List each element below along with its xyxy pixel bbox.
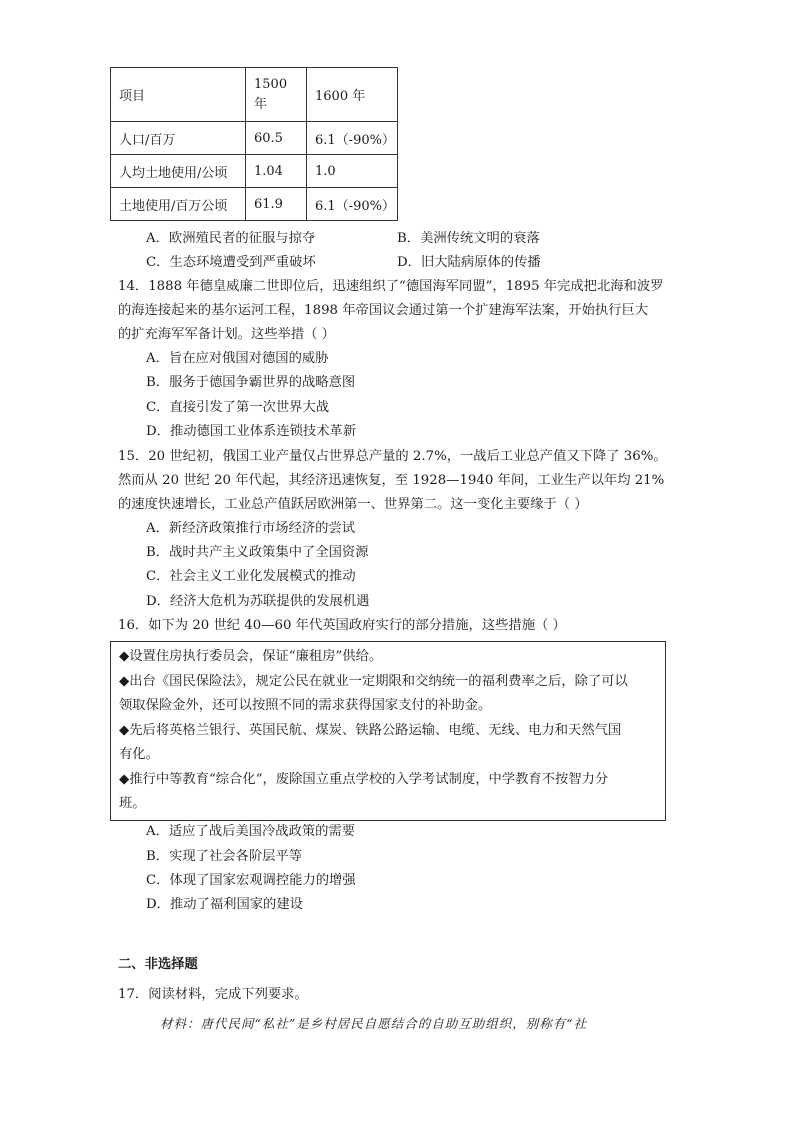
q16-option-c: C．体现了国家宏观调控能力的增强 bbox=[146, 873, 356, 888]
box-line: ◆推行中等教育“综合化”，废除国立重点学校的入学考试制度，中学教育不按智力分 bbox=[119, 772, 609, 787]
q15-stem-line: 15．20 世纪初，俄国工业产量仅占世界总产量的 2.7%，一战后工业总产值又下降了 36%。 bbox=[118, 449, 667, 464]
header-year-unit: 年 bbox=[254, 96, 268, 112]
q14-option-a: A．旨在应对俄国对德国的威胁 bbox=[146, 351, 329, 366]
q16-option-d: D．推动了福利国家的建设 bbox=[146, 897, 303, 912]
table-header-cell bbox=[246, 68, 307, 122]
q15-option-c: C．社会主义工业化发展模式的推动 bbox=[146, 569, 356, 584]
table-header-row bbox=[111, 68, 398, 122]
q17-stem: 17．阅读材料，完成下列要求。 bbox=[118, 987, 308, 1002]
table-row bbox=[111, 122, 398, 155]
box-line: ◆先后将英格兰银行、英国民航、煤炭、铁路公路运输、电缆、无线、电力和天然气国 bbox=[119, 723, 622, 738]
box-line: 班。 bbox=[119, 796, 146, 811]
q14-stem-line: 的海连接起来的基尔运河工程，1898 年帝国议会通过第一个扩建海军法案，开始执行巨大 bbox=[118, 303, 649, 318]
q15-option-a: A．新经济政策推行市场经济的尝试 bbox=[146, 521, 356, 536]
table-cell: 6.1（-90%） bbox=[307, 122, 398, 155]
box-line: 有化。 bbox=[119, 747, 159, 762]
q16-measures-box bbox=[110, 641, 666, 821]
table-cell: 1.0 bbox=[307, 155, 398, 188]
q16-stem: 16．如下为 20 世纪 40—60 年代英国政府实行的部分措施，这些措施（ ） bbox=[118, 618, 566, 633]
table-header-cell: 项目 bbox=[111, 68, 246, 122]
q16-option-a: A．适应了战后美国冷战政策的需要 bbox=[146, 824, 356, 839]
table-cell: 人口/百万 bbox=[111, 122, 246, 155]
q13-option-a: A．欧洲殖民者的征服与掠夺 bbox=[146, 231, 316, 246]
q13-option-c: C．生态环境遭受到严重破坏 bbox=[146, 255, 316, 270]
q14-option-c: C．直接引发了第一次世界大战 bbox=[146, 400, 330, 415]
q16-option-b: B．实现了社会各阶层平等 bbox=[146, 849, 303, 864]
q15-stem-line: 的速度快速增长，工业总产值跃居欧洲第一、世界第二。这一变化主要缘于（ ） bbox=[118, 497, 588, 512]
box-line: ◆设置住房执行委员会，保证“廉租房”供给。 bbox=[119, 649, 383, 664]
q15-option-b: B．战时共产主义政策集中了全国资源 bbox=[146, 545, 369, 560]
table-cell: 61.9 bbox=[246, 188, 307, 221]
table-cell: 60.5 bbox=[246, 122, 307, 155]
section-title: 二、非选择题 bbox=[118, 957, 198, 972]
q15-stem-line: 然而从 20 世纪 20 年代起，其经济迅速恢复，至 1928—1940 年间，工业生产以年均 21% bbox=[118, 473, 665, 488]
q17-material: 材料：唐代民间“私社”是乡村居民自愿结合的自助互助组织，别称有“社 bbox=[160, 1016, 588, 1031]
table-cell: 土地使用/百万公顷 bbox=[111, 188, 246, 221]
q14-option-b: B．服务于德国争霸世界的战略意图 bbox=[146, 375, 356, 390]
table-cell: 人均土地使用/公顷 bbox=[111, 155, 246, 188]
q14-stem-line: 14．1888 年德皇威廉二世即位后，迅速组织了“德国海军同盟”，1895 年完成把北海和波罗 bbox=[118, 279, 664, 294]
header-year-1500: 1500 bbox=[254, 76, 288, 92]
box-line: 领取保险金外，还可以按照不同的需求获得国家支付的补助金。 bbox=[119, 698, 492, 713]
q14-stem-line: 的扩充海军军备计划。这些举措（ ） bbox=[118, 327, 335, 342]
population-table bbox=[110, 67, 398, 221]
table-header-cell: 1600 年 bbox=[307, 68, 398, 122]
table-cell: 1.04 bbox=[246, 155, 307, 188]
table-row bbox=[111, 188, 398, 221]
q13-option-d: D．旧大陆病原体的传播 bbox=[397, 255, 541, 270]
q15-option-d: D．经济大危机为苏联提供的发展机遇 bbox=[146, 594, 370, 609]
q13-option-b: B．美洲传统文明的衰落 bbox=[397, 231, 540, 246]
table-row bbox=[111, 155, 398, 188]
table-cell: 6.1（-90%） bbox=[307, 188, 398, 221]
box-line: ◆出台《国民保险法》，规定公民在就业一定期限和交纳统一的福利费率之后，除了可以 bbox=[119, 674, 628, 689]
q14-option-d: D．推动德国工业体系连锁技术革新 bbox=[146, 424, 357, 439]
